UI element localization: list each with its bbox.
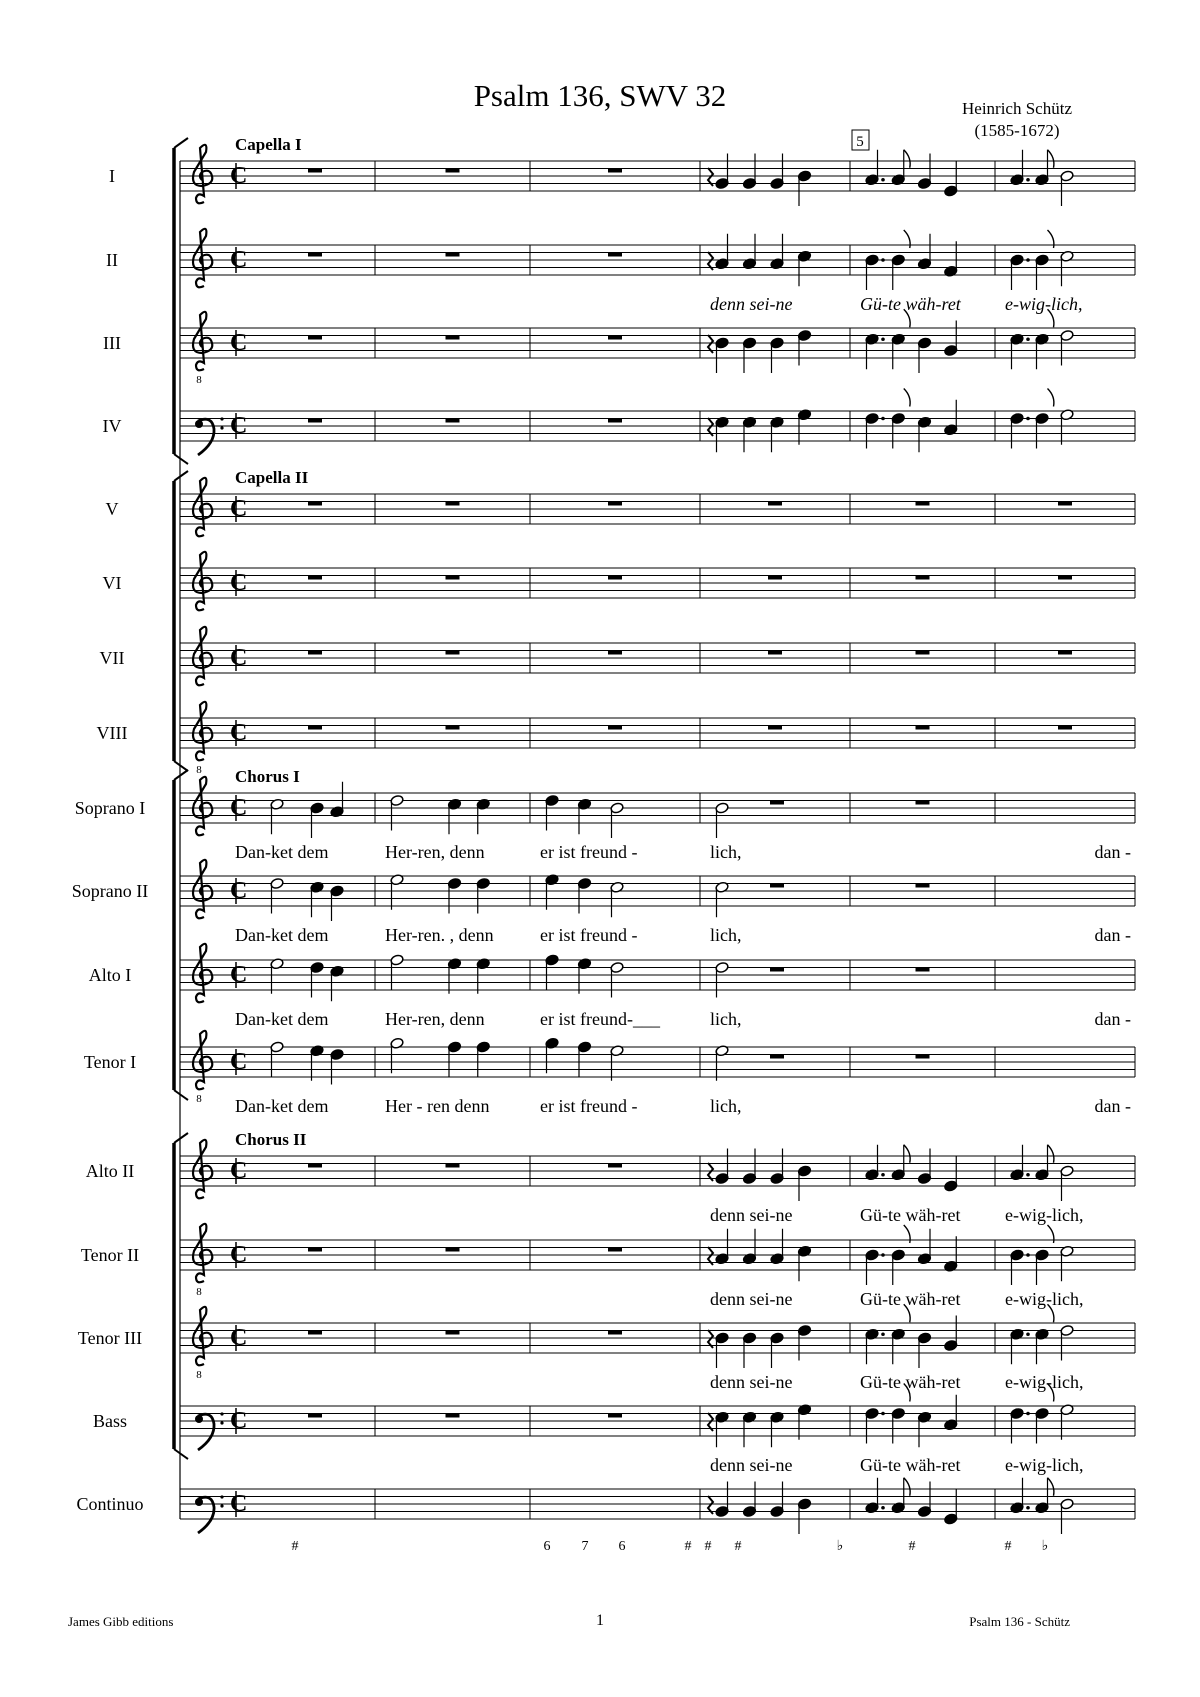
svg-text:C: C	[230, 247, 248, 273]
staff	[180, 944, 1135, 1003]
note	[865, 1478, 885, 1514]
lyric: Her-ren, denn	[385, 1009, 485, 1029]
lyric: dan -	[1094, 842, 1131, 862]
lyric: e-wig-lich,	[1005, 1455, 1084, 1475]
staff	[180, 1406, 1135, 1450]
note	[1060, 409, 1074, 445]
whole-rest	[308, 1414, 322, 1418]
note	[715, 337, 729, 373]
whole-rest	[608, 651, 622, 655]
whole-rest	[916, 651, 930, 655]
note	[944, 321, 958, 357]
note	[797, 1498, 811, 1534]
svg-text:C: C	[230, 878, 248, 904]
lyric: er ist freund -	[540, 1096, 638, 1116]
whole-rest	[608, 419, 622, 423]
note	[1060, 1245, 1074, 1281]
whole-rest	[308, 1331, 322, 1335]
svg-text:C: C	[230, 1242, 248, 1268]
lyric: lich,	[710, 925, 742, 945]
lyric: Her-ren, denn	[385, 842, 485, 862]
svg-text:C: C	[230, 645, 248, 671]
group-label: Capella I	[235, 135, 302, 154]
note	[476, 958, 490, 994]
lyric: Gü-te wäh-ret	[860, 1289, 961, 1309]
note	[770, 1482, 784, 1518]
note	[270, 798, 284, 834]
figured-bass: #	[734, 1539, 742, 1554]
svg-text:8: 8	[196, 1286, 202, 1298]
whole-rest	[608, 336, 622, 340]
whole-rest	[768, 726, 782, 730]
whole-rest	[916, 968, 930, 972]
svg-text:8: 8	[196, 764, 202, 776]
staff-name: Soprano I	[74, 798, 146, 818]
figured-bass: 6	[618, 1539, 626, 1554]
note	[476, 798, 490, 834]
note	[270, 1041, 284, 1077]
whole-rest	[608, 1414, 622, 1418]
lyric: Dan-ket dem	[235, 842, 329, 862]
note	[944, 400, 958, 436]
lyric: denn sei-ne	[710, 294, 793, 314]
whole-rest	[308, 419, 322, 423]
staff	[180, 145, 1135, 204]
note	[891, 1145, 910, 1181]
note	[447, 877, 461, 913]
note	[944, 241, 958, 277]
whole-rest	[308, 169, 322, 173]
lyric: Dan-ket dem	[235, 925, 329, 945]
lyric: Her-ren. , denn	[385, 925, 494, 945]
note	[1060, 170, 1074, 206]
whole-rest	[916, 726, 930, 730]
page-number: 1	[596, 1612, 604, 1629]
whole-rest	[446, 502, 460, 506]
note	[944, 1156, 958, 1192]
note	[865, 1328, 885, 1364]
note	[797, 409, 811, 445]
note	[310, 881, 324, 917]
note	[577, 798, 591, 834]
note	[917, 1149, 931, 1185]
note	[770, 154, 784, 190]
whole-rest	[608, 253, 622, 257]
note	[944, 1236, 958, 1272]
note	[715, 1149, 729, 1185]
whole-rest	[308, 336, 322, 340]
whole-rest	[916, 1055, 930, 1059]
lyric: dan -	[1094, 925, 1131, 945]
lyric: er ist freund -	[540, 925, 638, 945]
note	[577, 958, 591, 994]
whole-rest	[308, 576, 322, 580]
whole-rest	[608, 169, 622, 173]
whole-rest	[446, 1248, 460, 1252]
whole-rest	[768, 502, 782, 506]
figured-bass: ♭	[836, 1539, 844, 1554]
note	[742, 154, 756, 190]
note	[1035, 1145, 1054, 1181]
note	[917, 1229, 931, 1265]
note	[715, 881, 729, 917]
note	[545, 874, 559, 910]
lyric: er ist freund -	[540, 842, 638, 862]
lyric: e-wig-lich,	[1005, 1372, 1084, 1392]
staff-name: III	[103, 333, 121, 353]
note	[1035, 309, 1054, 369]
svg-text:C: C	[230, 962, 248, 988]
lyric: denn sei-ne	[710, 1372, 793, 1392]
svg-text:C: C	[230, 496, 248, 522]
note	[715, 802, 729, 838]
staff	[180, 627, 1135, 686]
note	[770, 337, 784, 373]
note	[891, 1478, 910, 1514]
note	[797, 1165, 811, 1201]
svg-text:C: C	[230, 1408, 248, 1434]
staff-name: Continuo	[76, 1494, 144, 1514]
staff	[180, 552, 1135, 611]
note	[865, 412, 885, 448]
staff-name: Alto I	[88, 965, 132, 985]
note	[1035, 1304, 1054, 1364]
note	[577, 1041, 591, 1077]
lyric: Gü-te wäh-ret	[860, 294, 961, 314]
group-bracket	[174, 138, 188, 464]
note	[610, 881, 624, 917]
note	[1035, 150, 1054, 186]
staff-name: IV	[102, 416, 122, 436]
staff-name: VI	[102, 573, 122, 593]
staff	[180, 1031, 1135, 1105]
lyric: lich,	[710, 842, 742, 862]
note	[390, 874, 404, 910]
staff-name: Tenor III	[77, 1328, 143, 1348]
lyric: Dan-ket dem	[235, 1009, 329, 1029]
note	[797, 170, 811, 206]
staff-name: Soprano II	[71, 881, 149, 901]
note	[917, 1411, 931, 1447]
note	[891, 1304, 910, 1364]
staff-name: Alto II	[85, 1161, 135, 1181]
staff-name: V	[105, 499, 119, 519]
whole-rest	[768, 576, 782, 580]
group-label: Chorus I	[235, 767, 300, 786]
svg-text:C: C	[230, 1325, 248, 1351]
whole-rest	[446, 726, 460, 730]
note	[742, 416, 756, 452]
note	[770, 1411, 784, 1447]
note	[770, 416, 784, 452]
whole-rest	[608, 1248, 622, 1252]
note	[770, 1332, 784, 1368]
note	[770, 1149, 784, 1185]
staff-name: VII	[99, 648, 125, 668]
whole-rest	[768, 651, 782, 655]
whole-rest	[1058, 651, 1072, 655]
note	[310, 802, 324, 838]
svg-text:8: 8	[196, 374, 202, 386]
note	[797, 329, 811, 365]
whole-rest	[608, 1164, 622, 1168]
note	[610, 1045, 624, 1081]
lyric: Gü-te wäh-ret	[860, 1455, 961, 1475]
note	[917, 416, 931, 452]
whole-rest	[308, 502, 322, 506]
note	[944, 1489, 958, 1525]
note	[917, 337, 931, 373]
figured-bass: #	[908, 1539, 916, 1554]
whole-rest	[308, 253, 322, 257]
note	[770, 234, 784, 270]
note	[1060, 329, 1074, 365]
whole-rest	[1058, 726, 1072, 730]
figured-bass: 6	[543, 1539, 551, 1554]
lyric: er ist freund-___	[540, 1009, 660, 1029]
whole-rest	[308, 651, 322, 655]
figured-bass: ♭	[1041, 1539, 1049, 1554]
note	[330, 782, 344, 818]
whole-rest	[608, 1331, 622, 1335]
note	[865, 150, 885, 186]
note	[1010, 1328, 1030, 1364]
note	[797, 1404, 811, 1440]
svg-text:C: C	[230, 163, 248, 189]
note	[330, 965, 344, 1001]
note	[1060, 1324, 1074, 1360]
lyric: denn sei-ne	[710, 1205, 793, 1225]
note	[891, 309, 910, 369]
whole-rest	[446, 1331, 460, 1335]
note	[715, 416, 729, 452]
note	[742, 1229, 756, 1265]
lyric: Gü-te wäh-ret	[860, 1205, 961, 1225]
lyric: e-wig-lich,	[1005, 1205, 1084, 1225]
note	[390, 954, 404, 990]
whole-rest	[308, 1164, 322, 1168]
svg-text:C: C	[230, 330, 248, 356]
group-bracket	[174, 471, 188, 771]
lyric: Her - ren denn	[385, 1096, 490, 1116]
lyric: dan -	[1094, 1009, 1131, 1029]
staff	[180, 312, 1135, 386]
note	[917, 1332, 931, 1368]
svg-text:8: 8	[196, 1093, 202, 1105]
composer-dates: (1585-1672)	[974, 121, 1060, 140]
note	[715, 154, 729, 190]
staff	[180, 1140, 1135, 1199]
svg-text:C: C	[230, 795, 248, 821]
group-label: Capella II	[235, 468, 309, 487]
staff	[180, 478, 1135, 537]
measure-number: 5	[856, 134, 864, 150]
note	[447, 798, 461, 834]
note	[1060, 1404, 1074, 1440]
whole-rest	[446, 576, 460, 580]
note	[742, 234, 756, 270]
whole-rest	[916, 801, 930, 805]
note	[715, 1229, 729, 1265]
composer-name: Heinrich Schütz	[962, 99, 1072, 118]
staff-name: Tenor II	[80, 1245, 140, 1265]
whole-rest	[916, 502, 930, 506]
figured-bass: #	[1004, 1539, 1012, 1554]
whole-rest	[446, 1164, 460, 1168]
whole-rest	[446, 253, 460, 257]
note	[715, 1482, 729, 1518]
note	[742, 1411, 756, 1447]
note	[270, 877, 284, 913]
staff-name: VIII	[96, 723, 128, 743]
note	[1010, 254, 1030, 290]
note	[797, 250, 811, 286]
figured-bass: 7	[581, 1539, 589, 1554]
whole-rest	[916, 884, 930, 888]
note	[476, 1041, 490, 1077]
note	[1060, 1165, 1074, 1201]
whole-rest	[446, 336, 460, 340]
lyric: denn sei-ne	[710, 1455, 793, 1475]
note	[917, 234, 931, 270]
note	[1010, 1145, 1030, 1181]
note	[1035, 1478, 1054, 1514]
note	[715, 1045, 729, 1081]
svg-text:C: C	[230, 1049, 248, 1075]
staff-name: II	[106, 250, 118, 270]
group-bracket	[174, 1133, 188, 1459]
note	[1010, 1249, 1030, 1285]
note	[545, 794, 559, 830]
note	[1010, 412, 1030, 448]
note	[917, 1482, 931, 1518]
note	[545, 1037, 559, 1073]
whole-rest	[1058, 576, 1072, 580]
note	[742, 1149, 756, 1185]
note	[742, 1482, 756, 1518]
svg-text:C: C	[230, 1491, 248, 1517]
staff	[180, 1224, 1135, 1298]
note	[610, 802, 624, 838]
note	[944, 161, 958, 197]
note	[1060, 250, 1074, 286]
note	[270, 958, 284, 994]
note	[944, 1395, 958, 1431]
note	[476, 877, 490, 913]
note	[1010, 150, 1030, 186]
footer-publisher: James Gibb editions	[68, 1614, 174, 1629]
note	[715, 234, 729, 270]
note	[330, 1048, 344, 1084]
figured-bass: #	[704, 1539, 712, 1554]
whole-rest	[308, 1248, 322, 1252]
lyric: e-wig-lich,	[1005, 1289, 1084, 1309]
note	[797, 1245, 811, 1281]
staff-name: Bass	[92, 1411, 128, 1431]
note	[742, 1332, 756, 1368]
staff	[180, 229, 1135, 288]
staff-name: I	[109, 166, 115, 186]
note	[447, 958, 461, 994]
note	[1010, 1478, 1030, 1514]
whole-rest	[608, 502, 622, 506]
note	[865, 333, 885, 369]
note	[917, 154, 931, 190]
note	[1010, 1407, 1030, 1443]
figured-bass: #	[291, 1539, 299, 1554]
note	[610, 961, 624, 997]
lyric: lich,	[710, 1009, 742, 1029]
staff	[180, 702, 1135, 776]
note	[545, 954, 559, 990]
svg-text:C: C	[230, 413, 248, 439]
whole-rest	[446, 419, 460, 423]
note	[797, 1324, 811, 1360]
lyric: dan -	[1094, 1096, 1131, 1116]
note	[891, 150, 910, 186]
svg-text:C: C	[230, 1158, 248, 1184]
note	[865, 254, 885, 290]
note	[330, 885, 344, 921]
whole-rest	[916, 576, 930, 580]
svg-text:C: C	[230, 720, 248, 746]
note	[770, 1229, 784, 1265]
note	[865, 1407, 885, 1443]
note	[742, 337, 756, 373]
whole-rest	[308, 726, 322, 730]
note	[865, 1249, 885, 1285]
note	[447, 1041, 461, 1077]
staff-name: Tenor I	[83, 1052, 137, 1072]
lyric: lich,	[710, 1096, 742, 1116]
svg-text:C: C	[230, 570, 248, 596]
note	[944, 1316, 958, 1352]
lyric: Dan-ket dem	[235, 1096, 329, 1116]
note	[310, 961, 324, 997]
svg-text:8: 8	[196, 1369, 202, 1381]
figured-bass: #	[684, 1539, 692, 1554]
lyric: e-wig-lich,	[1005, 294, 1083, 314]
group-bracket	[174, 770, 188, 1100]
note	[715, 961, 729, 997]
lyric: Gü-te wäh-ret	[860, 1372, 961, 1392]
page-title: Psalm 136, SWV 32	[473, 78, 727, 113]
whole-rest	[446, 651, 460, 655]
note	[715, 1411, 729, 1447]
note	[310, 1045, 324, 1081]
staff	[180, 860, 1135, 919]
whole-rest	[608, 576, 622, 580]
note	[577, 877, 591, 913]
whole-rest	[446, 169, 460, 173]
staff	[180, 1307, 1135, 1381]
lyric: denn sei-ne	[710, 1289, 793, 1309]
staff	[180, 1489, 1135, 1533]
whole-rest	[446, 1414, 460, 1418]
note	[1010, 333, 1030, 369]
note	[390, 1037, 404, 1073]
note	[390, 794, 404, 830]
footer-work-title: Psalm 136 - Schütz	[969, 1614, 1070, 1629]
whole-rest	[608, 726, 622, 730]
staff	[180, 411, 1135, 455]
note	[865, 1145, 885, 1181]
group-label: Chorus II	[235, 1130, 307, 1149]
note	[1060, 1498, 1074, 1534]
whole-rest	[1058, 502, 1072, 506]
note	[715, 1332, 729, 1368]
